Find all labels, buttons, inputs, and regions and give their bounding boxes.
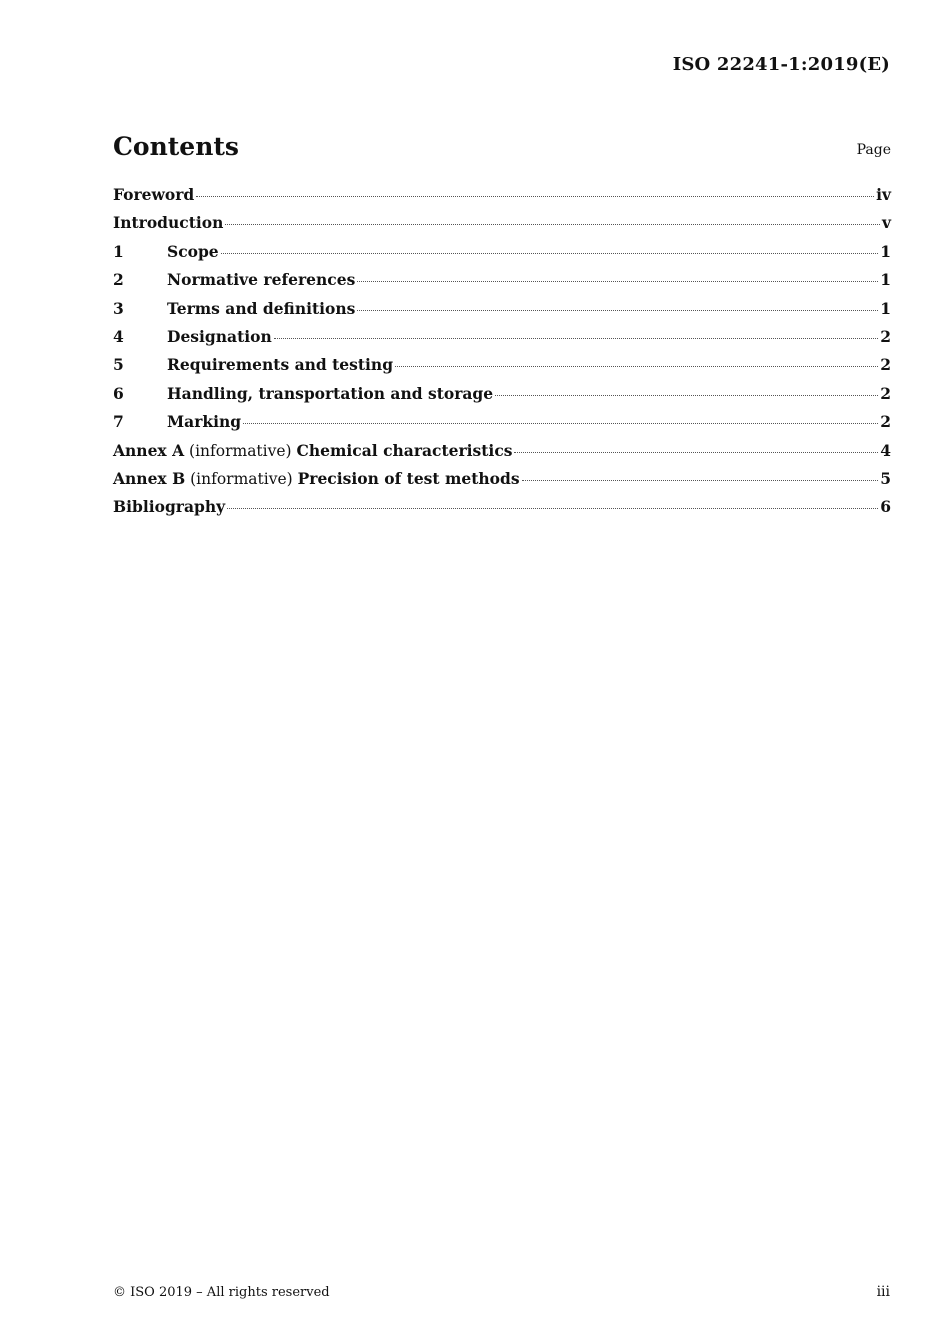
dot-leader [514, 452, 878, 453]
contents-title: Contents [113, 132, 240, 161]
toc-entry-title: Scope [167, 241, 219, 261]
toc-entry-page: 1 [880, 270, 891, 290]
toc-entry-number: 4 [113, 326, 124, 346]
toc-entry-title: Introduction [113, 213, 224, 233]
toc-entry-page: 2 [880, 326, 891, 346]
annex-label: Annex B [113, 468, 186, 488]
dot-leader [395, 366, 878, 367]
toc-entry-page: 1 [880, 298, 891, 318]
toc-entry-title: Chemical characteristics [296, 440, 513, 460]
dot-leader [196, 196, 874, 197]
toc-entry-page: 5 [880, 468, 891, 488]
toc-entry-title: Terms and definitions [167, 298, 356, 318]
table-of-contents [113, 185, 891, 526]
toc-entry-title: Handling, transportation and storage [167, 383, 494, 403]
footer-copyright: © ISO 2019 – All rights reserved [113, 1285, 330, 1300]
toc-entry-foreword[interactable] [113, 185, 891, 213]
toc-entry-introduction[interactable] [113, 213, 891, 241]
annex-label: Annex A [113, 440, 185, 460]
toc-entry-number: 2 [113, 270, 124, 290]
toc-entry-title: Requirements and testing [167, 355, 394, 375]
toc-entry-page: 6 [880, 497, 891, 517]
toc-entry-marking[interactable] [113, 412, 891, 440]
toc-entry-title: Precision of test methods [297, 468, 520, 488]
toc-entry-page: 4 [880, 440, 891, 460]
dot-leader [357, 281, 878, 282]
toc-entry-title: Marking [167, 412, 242, 432]
toc-entry-requirements-and-testing[interactable] [113, 355, 891, 383]
toc-entry-page: 2 [880, 355, 891, 375]
toc-entry-page: iv [876, 185, 891, 204]
toc-entry-number: 7 [113, 412, 124, 432]
dot-leader [274, 338, 878, 339]
toc-entry-number: 5 [113, 355, 124, 375]
toc-entry-page: 1 [880, 241, 891, 261]
toc-entry-number: 6 [113, 383, 124, 403]
toc-entry-normative-references[interactable] [113, 270, 891, 298]
toc-entry-title: Designation [167, 326, 272, 346]
toc-entry-bibliography[interactable] [113, 497, 891, 525]
dot-leader [243, 423, 878, 424]
document-id: ISO 22241-1:2019(E) [672, 54, 890, 75]
dot-leader [522, 480, 879, 481]
dot-leader [357, 310, 878, 311]
annex-note: (informative) [189, 441, 292, 460]
toc-entry-terms-and-definitions[interactable] [113, 299, 891, 327]
footer-page-number: iii [876, 1284, 890, 1300]
dot-leader [221, 253, 879, 254]
toc-entry-designation[interactable] [113, 327, 891, 355]
toc-entry-title: Bibliography [113, 497, 226, 517]
contents-header [113, 132, 891, 166]
annex-note: (informative) [190, 469, 293, 488]
toc-entry-number: 1 [113, 241, 124, 261]
toc-entry-page: 2 [880, 383, 891, 403]
toc-entry-handling-transportation-storage[interactable] [113, 384, 891, 412]
toc-entry-scope[interactable] [113, 242, 891, 270]
toc-entry-page: 2 [880, 412, 891, 432]
page-column-label: Page [856, 142, 891, 158]
toc-entry-title: Normative references [167, 270, 356, 290]
toc-entry-number: 3 [113, 298, 124, 318]
toc-entry-annex-b[interactable] [113, 469, 891, 497]
dot-leader [227, 508, 878, 509]
dot-leader [495, 395, 878, 396]
toc-entry-title: Foreword [113, 185, 195, 204]
toc-entry-page: v [881, 213, 891, 233]
toc-entry-annex-a[interactable] [113, 441, 891, 469]
dot-leader [225, 224, 880, 225]
